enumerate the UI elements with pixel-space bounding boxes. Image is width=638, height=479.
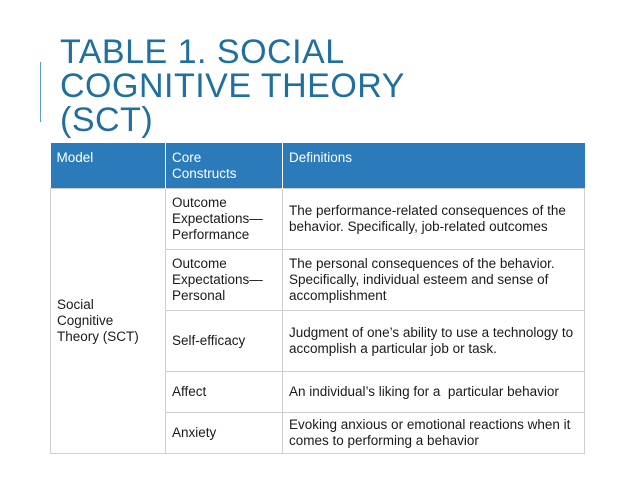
construct-cell: Self-efficacy (166, 311, 283, 372)
definition-cell: The performance-related consequences of the behavior. Specifically, job-related outcomes (283, 189, 585, 250)
header-model: Model (51, 143, 166, 189)
definition-cell: Evoking anxious or emotional reactions when it comes to performing a behavior (283, 413, 585, 454)
construct-cell: Anxiety (166, 413, 283, 454)
slide-title: TABLE 1. SOCIAL COGNITIVE THEORY (SCT) (60, 33, 405, 139)
table-row (51, 189, 585, 250)
model-cell: Social Cognitive Theory (SCT) (51, 189, 166, 454)
sct-table (50, 143, 585, 454)
definition-cell: An individual’s liking for a particular behavior (283, 372, 585, 413)
header-core-constructs: Core Constructs (166, 143, 283, 189)
construct-cell: Outcome Expectations— Performance (166, 189, 283, 250)
construct-cell: Outcome Expectations— Personal (166, 250, 283, 311)
table-header-row (51, 143, 585, 189)
definition-cell: Judgment of one’s ability to use a technology to accomplish a particular job or task. (283, 311, 585, 372)
construct-cell: Affect (166, 372, 283, 413)
header-definitions: Definitions (283, 143, 585, 189)
definition-cell: The personal consequences of the behavior. Specifically, individual esteem and sense of accomplishment (283, 250, 585, 311)
accent-bar (40, 62, 41, 122)
